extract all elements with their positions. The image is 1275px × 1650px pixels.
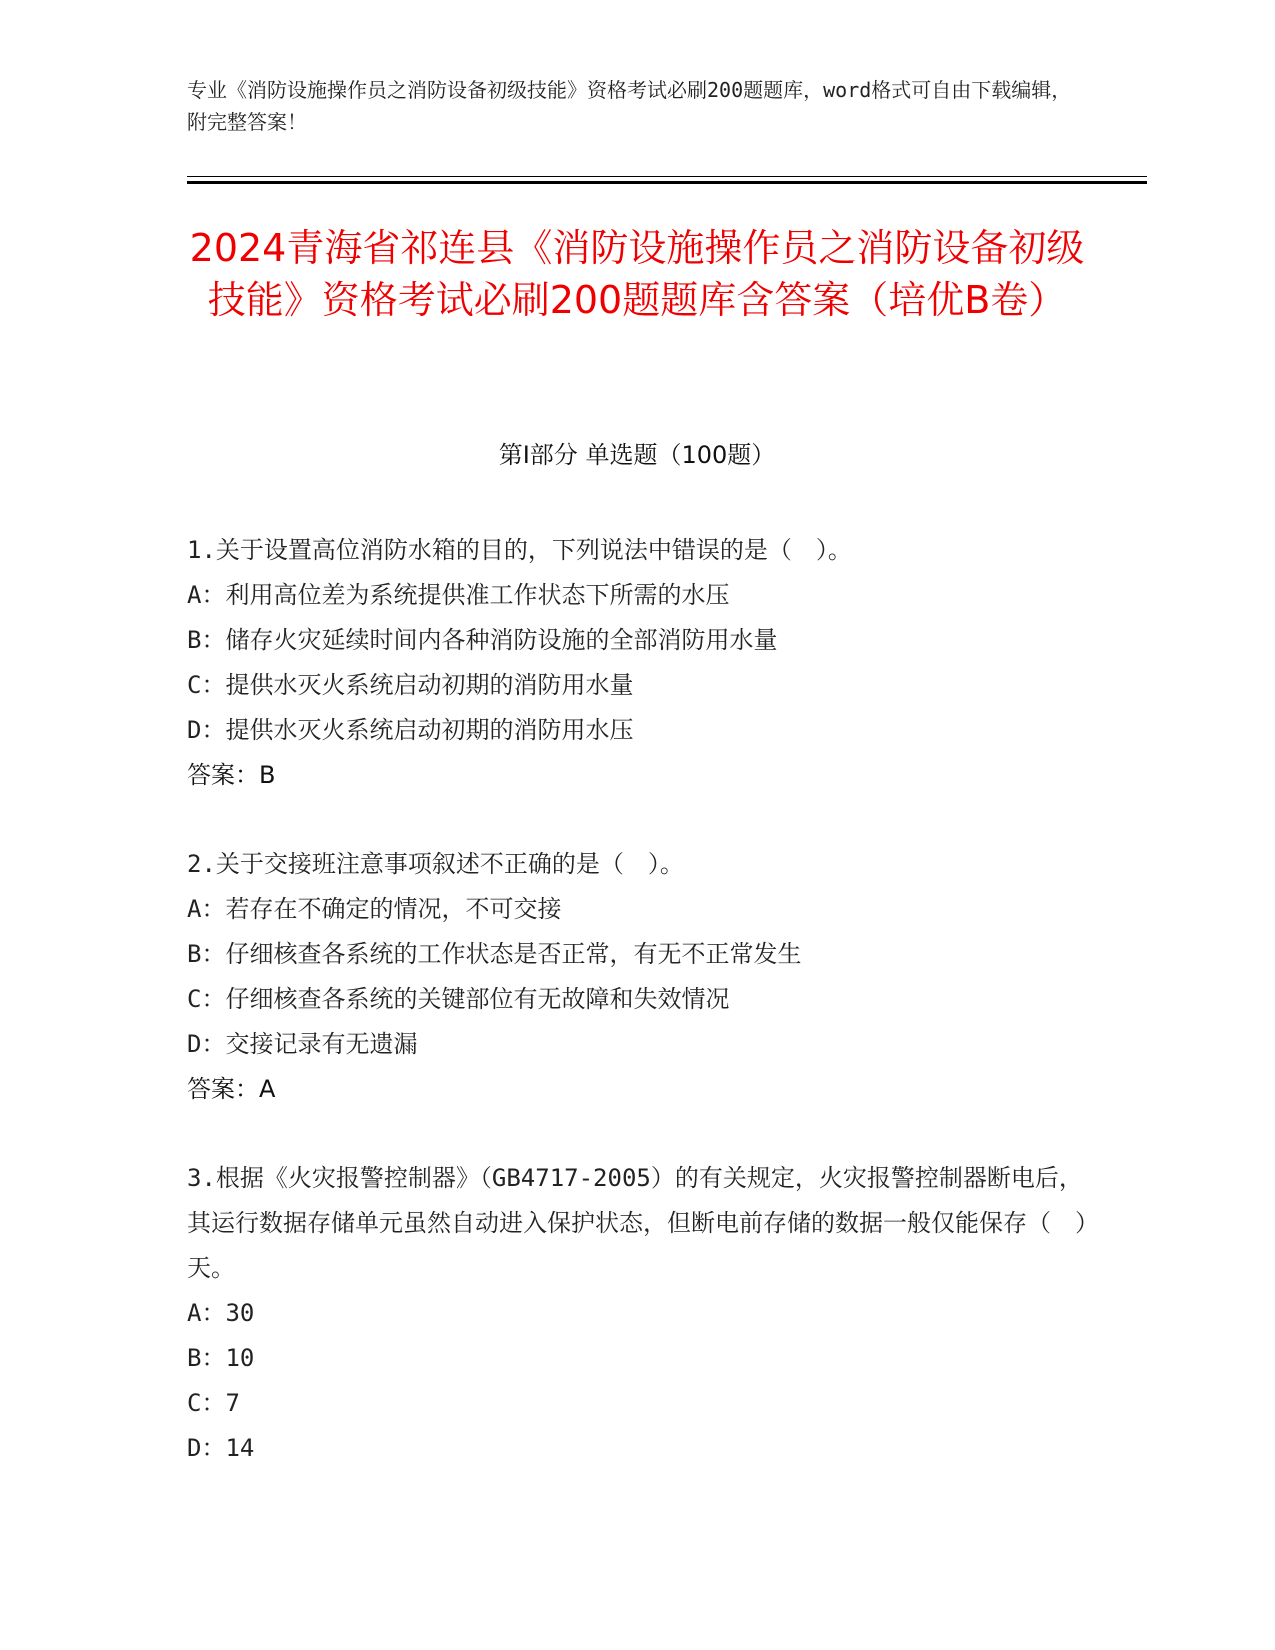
option-b: B：储存火灾延续时间内各种消防设施的全部消防用水量 xyxy=(187,626,778,654)
option-b: B：10 xyxy=(187,1344,255,1372)
question-list xyxy=(187,528,1087,1515)
option-a: A：利用高位差为系统提供准工作状态下所需的水压 xyxy=(187,581,730,609)
question-stem: 1.关于设置高位消防水箱的目的，下列说法中错误的是（ ）。 xyxy=(187,536,852,564)
question-stem: 3.根据《火灾报警控制器》（GB4717-2005）的有关规定，火灾报警控制器断电后，其运行数据存储单元虽然自动进入保护状态，但断电前存储的数据一般仅能保存（ ）天。 xyxy=(187,1164,1087,1282)
option-c: C：仔细核查各系统的关键部位有无故障和失效情况 xyxy=(187,985,730,1013)
answer-line: 答案：B xyxy=(187,761,276,789)
option-d: D：交接记录有无遗漏 xyxy=(187,1030,418,1058)
option-d: D：提供水灭火系统启动初期的消防用水压 xyxy=(187,716,634,744)
option-a: A：若存在不确定的情况，不可交接 xyxy=(187,895,562,923)
option-d: D：14 xyxy=(187,1434,255,1462)
option-c: C：7 xyxy=(187,1389,240,1417)
header-note: 专业《消防设施操作员之消防设备初级技能》资格考试必刷200题题库，word格式可自由下载编辑，附完整答案！ xyxy=(187,78,1072,134)
question-stem: 2.关于交接班注意事项叙述不正确的是（ ）。 xyxy=(187,850,684,878)
document-title: 2024青海省祁连县《消防设施操作员之消防设备初级技能》资格考试必刷200题题库含答案（培优B卷） xyxy=(189,226,1085,322)
option-b: B：仔细核查各系统的工作状态是否正常，有无不正常发生 xyxy=(187,940,802,968)
header-rule-thick xyxy=(187,181,1147,184)
question-1 xyxy=(187,528,1087,798)
option-c: C：提供水灭火系统启动初期的消防用水量 xyxy=(187,671,634,699)
answer-line: 答案：A xyxy=(187,1075,276,1103)
header-rule-thin xyxy=(187,176,1147,177)
section-heading: 第I部分 单选题（100题） xyxy=(498,441,776,469)
question-3 xyxy=(187,1156,1087,1471)
option-a: A：30 xyxy=(187,1299,255,1327)
question-2 xyxy=(187,842,1087,1112)
